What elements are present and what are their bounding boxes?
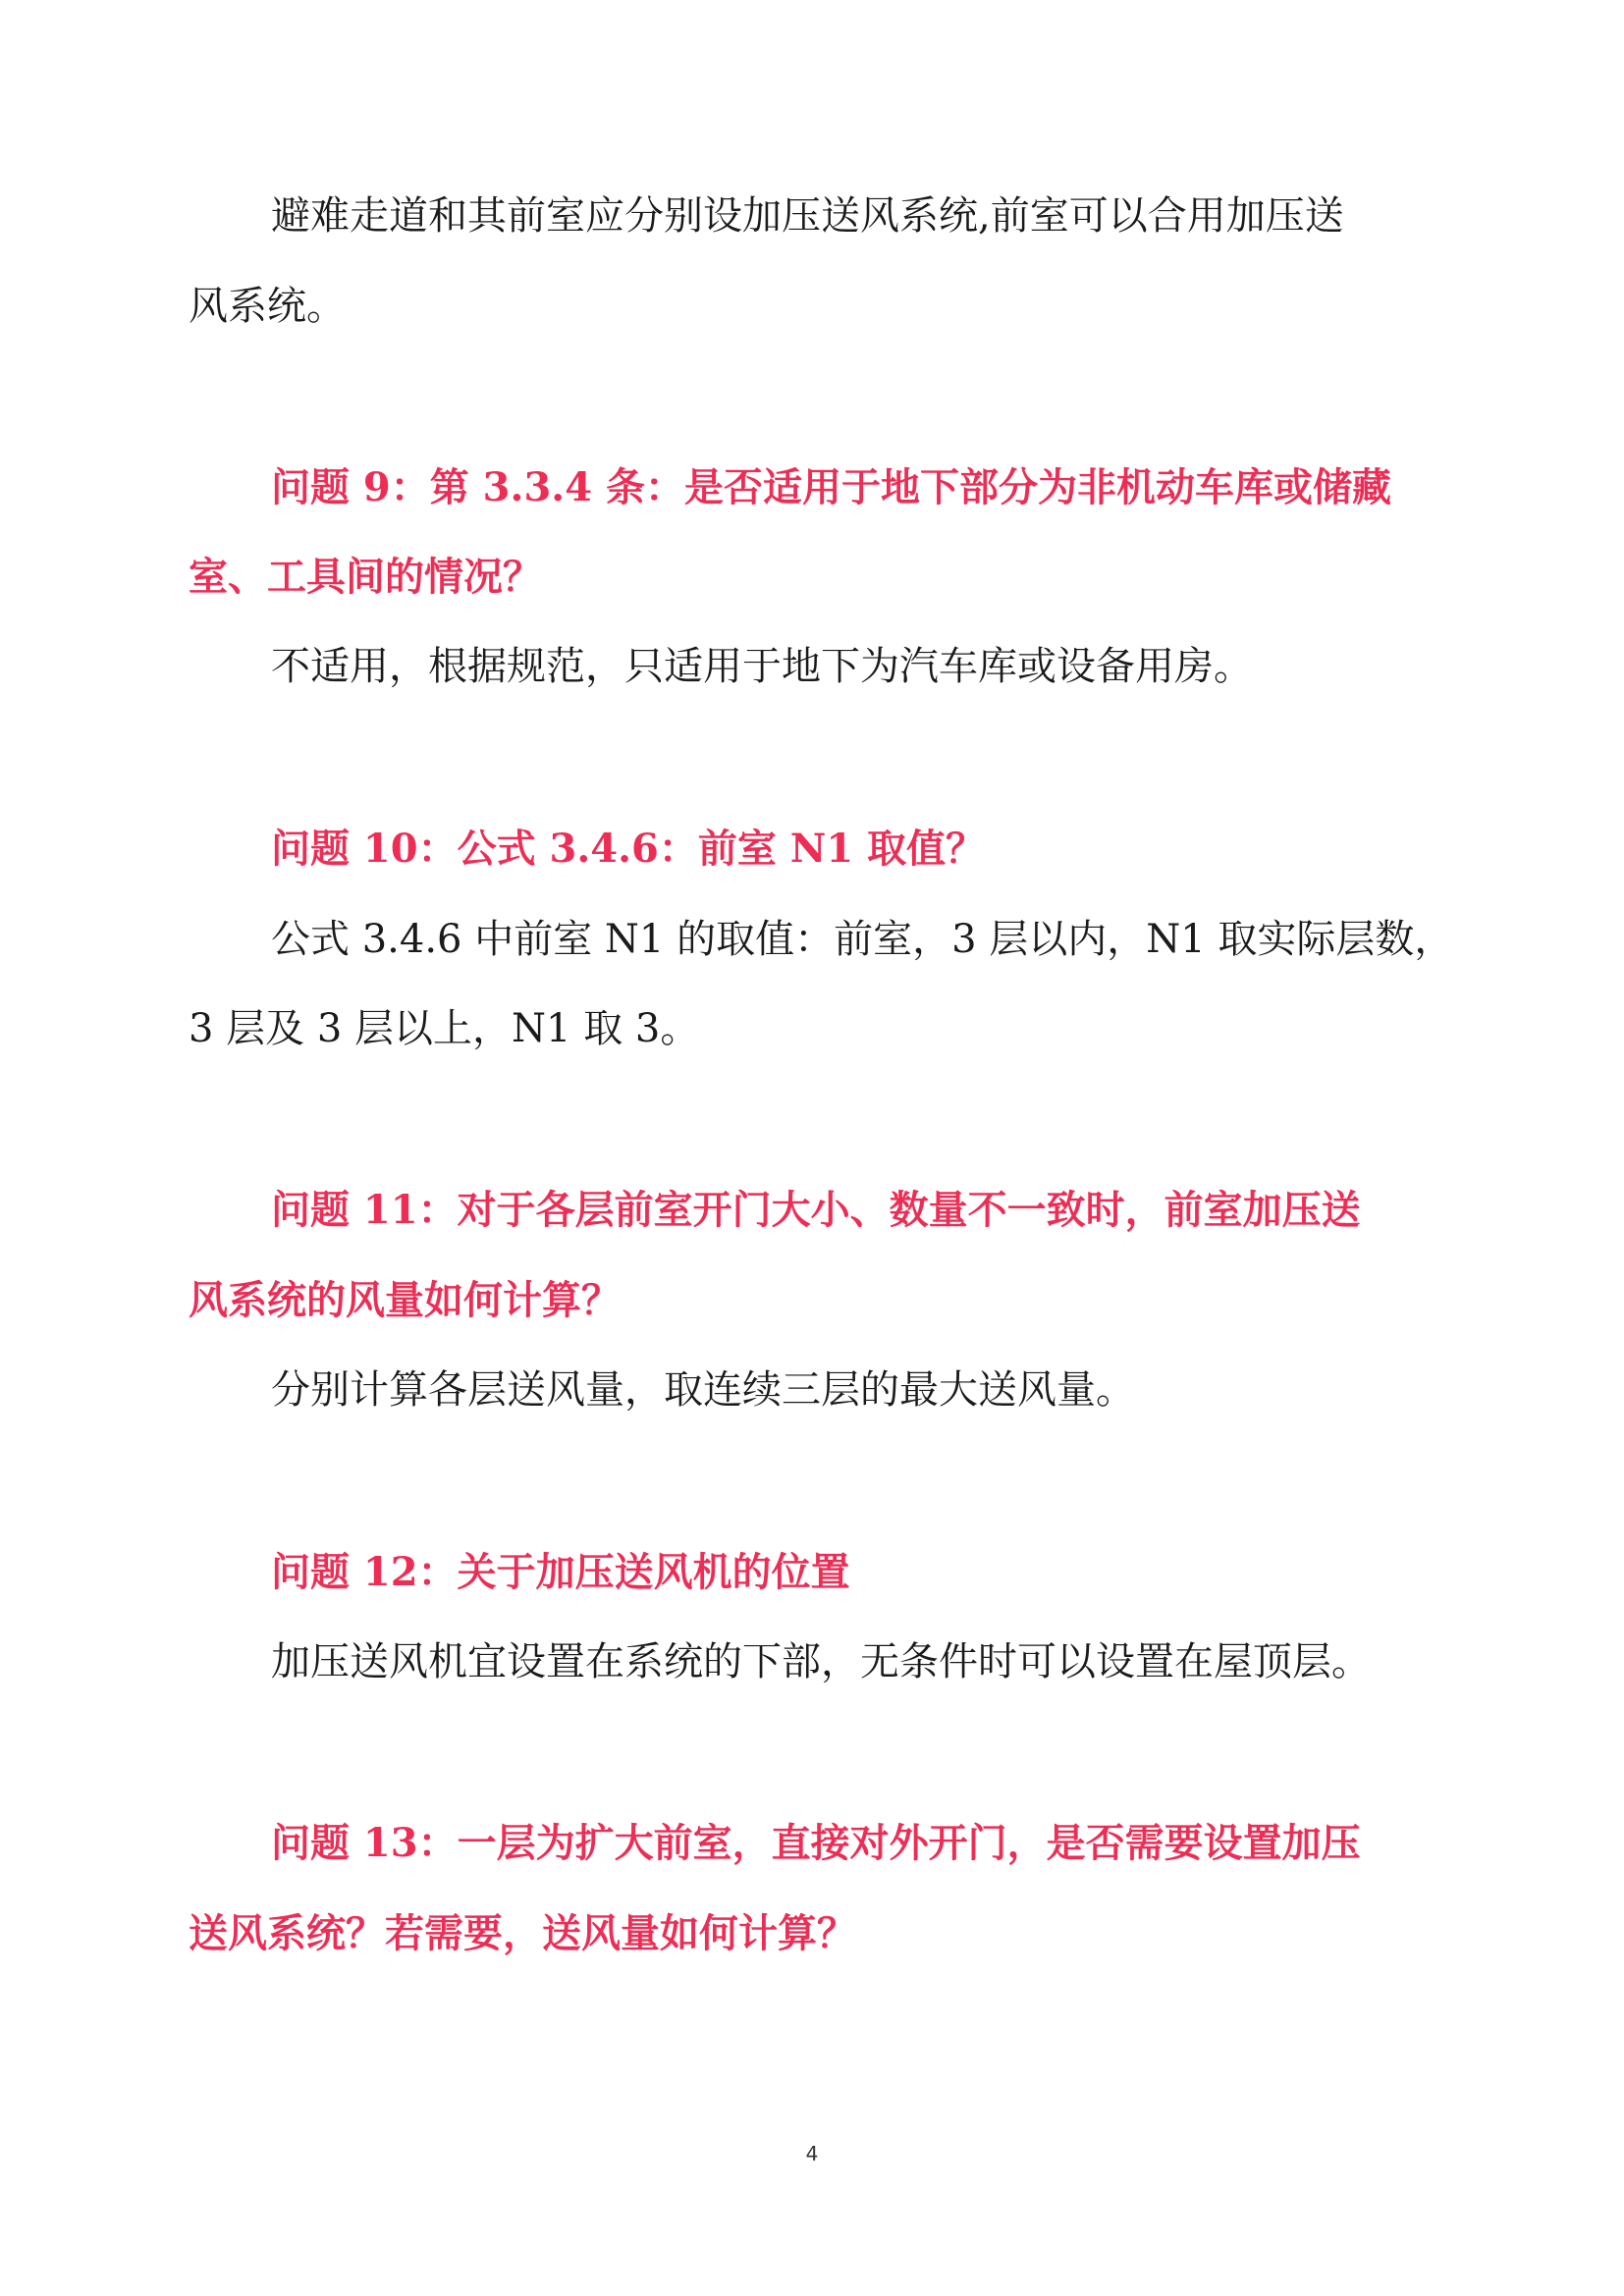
question-10: 问题 10：公式 3.4.6：前室 N1 取值？ xyxy=(271,826,986,872)
answer-11: 分别计算各层送风量，取连续三层的最大送风量。 xyxy=(271,1367,1135,1413)
answer-10-line-2: 3 层及 3 层以上，N1 取 3。 xyxy=(189,1006,700,1051)
answer-10-line-1: 公式 3.4.6 中前室 N1 的取值：前室，3 层以内，N1 取实际层数， xyxy=(271,917,1454,962)
question-9-line-2: 室、工具间的情况？ xyxy=(189,554,542,600)
answer-12: 加压送风机宜设置在系统的下部，无条件时可以设置在屋顶层。 xyxy=(271,1639,1371,1684)
answer-9: 不适用，根据规范，只适用于地下为汽车库或设备用房。 xyxy=(271,644,1253,689)
question-11-line-1: 问题 11：对于各层前室开门大小、数量不一致时，前室加压送 xyxy=(271,1187,1361,1233)
question-12: 问题 12：关于加压送风机的位置 xyxy=(271,1549,850,1595)
question-11-line-2: 风系统的风量如何计算？ xyxy=(189,1277,621,1323)
answer-8-line-1: 避难走道和其前室应分别设加压送风系统,前室可以合用加压送 xyxy=(271,193,1344,239)
question-13-line-1: 问题 13：一层为扩大前室，直接对外开门，是否需要设置加压 xyxy=(271,1820,1361,1866)
question-9-line-1: 问题 9：第 3.3.4 条：是否适用于地下部分为非机动车库或储藏 xyxy=(271,464,1391,510)
page-number: 4 xyxy=(805,2142,819,2165)
answer-8-line-2: 风系统。 xyxy=(189,284,346,329)
question-13-line-2: 送风系统？若需要，送风量如何计算？ xyxy=(189,1910,856,1956)
